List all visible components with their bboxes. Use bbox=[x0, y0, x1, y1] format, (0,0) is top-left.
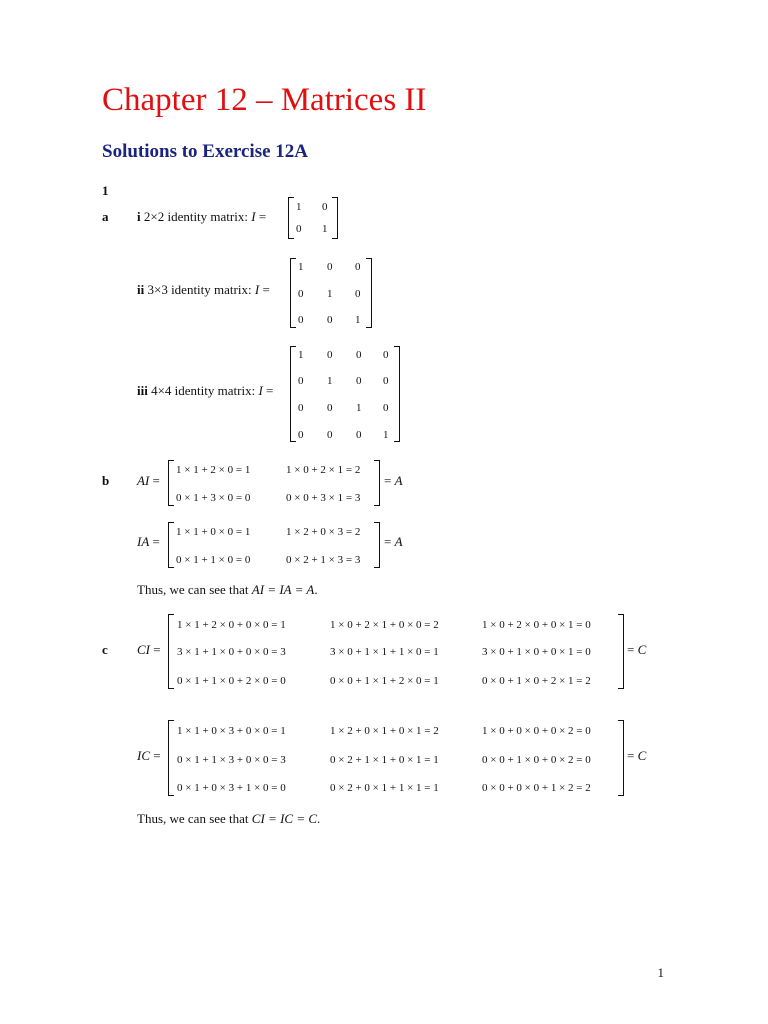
matrix-cell: 0 × 0 + 1 × 1 + 2 × 0 = 1 bbox=[330, 675, 439, 687]
rhs-eq: = bbox=[384, 534, 395, 549]
matrix-cell: 0 × 0 + 0 × 0 + 1 × 2 = 2 bbox=[482, 782, 591, 794]
matrix-row bbox=[290, 348, 400, 362]
rhs-var: A bbox=[394, 473, 403, 488]
matrix-row bbox=[290, 260, 372, 274]
conclusion-prefix: Thus, we can see that bbox=[137, 811, 252, 826]
conclusion-math: CI = IC = C bbox=[251, 811, 318, 826]
matrix-row bbox=[168, 674, 624, 688]
lhs-eq: = bbox=[149, 534, 160, 549]
roman-iii: iii bbox=[137, 383, 148, 398]
matrix-cell: 0 × 0 + 3 × 1 = 3 bbox=[286, 492, 361, 504]
matrix-row bbox=[168, 525, 380, 539]
chapter-title: Chapter 12 – Matrices II bbox=[102, 82, 427, 118]
matrix-cell: 0 bbox=[298, 402, 304, 414]
roman-ii: ii bbox=[137, 282, 145, 297]
matrix-cell: 0 × 1 + 3 × 0 = 0 bbox=[176, 492, 251, 504]
matrix-cell: 0 bbox=[355, 288, 361, 300]
matrix-cell: 0 bbox=[298, 314, 304, 326]
matrix-cell: 3 × 1 + 1 × 0 + 0 × 0 = 3 bbox=[177, 646, 286, 658]
lhs-var: IA bbox=[137, 534, 150, 549]
matrix-cell: 0 bbox=[327, 349, 333, 361]
matrix-cell: 0 × 1 + 1 × 0 = 0 bbox=[176, 554, 251, 566]
ci-rhs bbox=[627, 643, 646, 656]
matrix-cell: 0 bbox=[327, 402, 333, 414]
matrix-cell: 1 × 0 + 2 × 1 = 2 bbox=[286, 464, 361, 476]
matrix-cell: 0 bbox=[298, 375, 304, 387]
ic-rhs bbox=[627, 749, 646, 762]
label-var: I bbox=[258, 383, 263, 398]
matrix-cell: 0 × 2 + 1 × 3 = 3 bbox=[286, 554, 361, 566]
matrix-row bbox=[168, 491, 380, 505]
conclusion-suffix: . bbox=[317, 811, 321, 826]
label-eq: = bbox=[262, 383, 274, 398]
matrix-row bbox=[168, 724, 624, 738]
rhs-eq: = bbox=[627, 642, 638, 657]
part-b-conclusion bbox=[137, 583, 318, 596]
rhs-eq: = bbox=[384, 473, 395, 488]
matrix-row bbox=[168, 753, 624, 767]
part-c-conclusion bbox=[137, 812, 320, 825]
lhs-var: IC bbox=[137, 748, 150, 763]
ai-product-matrix bbox=[168, 460, 380, 506]
question-number: 1 bbox=[102, 183, 109, 198]
matrix-cell: 1 bbox=[298, 349, 304, 361]
lhs-eq: = bbox=[150, 748, 161, 763]
ia-lhs bbox=[137, 535, 160, 548]
matrix-row bbox=[290, 428, 400, 442]
label-var: I bbox=[254, 282, 260, 297]
part-b-label: b bbox=[102, 473, 110, 488]
part-a-i-label bbox=[137, 210, 266, 223]
label-var: I bbox=[251, 209, 256, 224]
matrix-cell: 1 bbox=[327, 375, 333, 387]
part-a-iii-label bbox=[137, 384, 273, 397]
matrix-cell: 0 bbox=[383, 349, 389, 361]
matrix-cell: 0 bbox=[356, 349, 362, 361]
identity-2x2-matrix bbox=[288, 197, 338, 239]
page-number: 1 bbox=[657, 965, 664, 980]
rhs-var: A bbox=[394, 534, 403, 549]
ia-product-matrix bbox=[168, 522, 380, 568]
matrix-cell: 1 bbox=[296, 201, 302, 213]
matrix-cell: 1 × 1 + 0 × 0 = 1 bbox=[176, 526, 251, 538]
conclusion-suffix: . bbox=[314, 582, 318, 597]
lhs-var: AI bbox=[137, 473, 150, 488]
part-a-label: a bbox=[102, 209, 109, 224]
matrix-cell: 0 bbox=[383, 375, 389, 387]
label-eq: = bbox=[255, 209, 267, 224]
matrix-cell: 3 × 0 + 1 × 1 + 1 × 0 = 1 bbox=[330, 646, 439, 658]
label-eq: = bbox=[259, 282, 270, 297]
lhs-eq: = bbox=[150, 642, 161, 657]
matrix-cell: 1 × 2 + 0 × 1 + 0 × 1 = 2 bbox=[330, 725, 439, 737]
matrix-row bbox=[288, 222, 338, 236]
rhs-var: C bbox=[637, 642, 647, 657]
conclusion-math: AI = IA = A bbox=[251, 582, 315, 597]
matrix-row bbox=[168, 781, 624, 795]
matrix-cell: 0 bbox=[298, 288, 304, 300]
ic-lhs bbox=[137, 749, 161, 762]
lhs-var: CI bbox=[137, 642, 150, 657]
matrix-cell: 1 bbox=[356, 402, 362, 414]
ic-product-matrix bbox=[168, 720, 624, 796]
matrix-cell: 0 bbox=[327, 429, 333, 441]
matrix-cell: 0 bbox=[356, 375, 362, 387]
matrix-cell: 0 bbox=[355, 261, 361, 273]
rhs-eq: = bbox=[627, 748, 638, 763]
matrix-cell: 1 bbox=[327, 288, 333, 300]
label-text: 3×3 identity matrix: bbox=[144, 282, 255, 297]
matrix-cell: 3 × 0 + 1 × 0 + 0 × 1 = 0 bbox=[482, 646, 591, 658]
matrix-cell: 1 × 2 + 0 × 3 = 2 bbox=[286, 526, 361, 538]
matrix-row bbox=[290, 313, 372, 327]
matrix-cell: 0 bbox=[322, 201, 328, 213]
identity-3x3-matrix bbox=[290, 258, 372, 328]
matrix-cell: 0 bbox=[296, 223, 302, 235]
roman-i: i bbox=[137, 209, 141, 224]
ai-lhs bbox=[137, 474, 160, 487]
matrix-cell: 1 bbox=[298, 261, 304, 273]
matrix-cell: 1 × 1 + 2 × 0 = 1 bbox=[176, 464, 251, 476]
matrix-row bbox=[168, 645, 624, 659]
matrix-cell: 1 bbox=[383, 429, 389, 441]
matrix-row bbox=[290, 374, 400, 388]
part-c-label: c bbox=[102, 642, 108, 657]
ci-product-matrix bbox=[168, 614, 624, 689]
part-a-ii-label bbox=[137, 283, 270, 296]
matrix-cell: 0 × 0 + 1 × 0 + 0 × 2 = 0 bbox=[482, 754, 591, 766]
matrix-row bbox=[290, 401, 400, 415]
matrix-cell: 1 × 0 + 2 × 0 + 0 × 1 = 0 bbox=[482, 619, 591, 631]
matrix-cell: 0 × 0 + 1 × 0 + 2 × 1 = 2 bbox=[482, 675, 591, 687]
rhs-var: C bbox=[637, 748, 647, 763]
matrix-cell: 1 × 0 + 2 × 1 + 0 × 0 = 2 bbox=[330, 619, 439, 631]
ci-lhs bbox=[137, 643, 161, 656]
lhs-eq: = bbox=[149, 473, 160, 488]
label-text: 2×2 identity matrix: bbox=[140, 209, 252, 224]
matrix-cell: 0 × 1 + 1 × 3 + 0 × 0 = 3 bbox=[177, 754, 286, 766]
matrix-cell: 0 bbox=[383, 402, 389, 414]
section-title: Solutions to Exercise 12A bbox=[102, 141, 309, 162]
matrix-row bbox=[290, 287, 372, 301]
matrix-cell: 1 bbox=[355, 314, 361, 326]
matrix-row bbox=[288, 200, 338, 214]
conclusion-prefix: Thus, we can see that bbox=[137, 582, 252, 597]
label-text: 4×4 identity matrix: bbox=[147, 383, 259, 398]
matrix-row bbox=[168, 618, 624, 632]
ia-rhs bbox=[384, 535, 403, 548]
matrix-cell: 0 × 1 + 1 × 0 + 2 × 0 = 0 bbox=[177, 675, 286, 687]
matrix-cell: 1 × 1 + 0 × 3 + 0 × 0 = 1 bbox=[177, 725, 286, 737]
matrix-cell: 0 bbox=[298, 429, 304, 441]
matrix-row bbox=[168, 463, 380, 477]
matrix-cell: 0 bbox=[327, 261, 333, 273]
identity-4x4-matrix bbox=[290, 346, 400, 442]
matrix-cell: 0 × 1 + 0 × 3 + 1 × 0 = 0 bbox=[177, 782, 286, 794]
matrix-cell: 1 bbox=[322, 223, 328, 235]
matrix-cell: 0 bbox=[356, 429, 362, 441]
matrix-cell: 0 bbox=[327, 314, 333, 326]
matrix-cell: 0 × 2 + 1 × 1 + 0 × 1 = 1 bbox=[330, 754, 439, 766]
matrix-cell: 1 × 1 + 2 × 0 + 0 × 0 = 1 bbox=[177, 619, 286, 631]
matrix-cell: 1 × 0 + 0 × 0 + 0 × 2 = 0 bbox=[482, 725, 591, 737]
matrix-cell: 0 × 2 + 0 × 1 + 1 × 1 = 1 bbox=[330, 782, 439, 794]
ai-rhs bbox=[384, 474, 403, 487]
matrix-row bbox=[168, 553, 380, 567]
